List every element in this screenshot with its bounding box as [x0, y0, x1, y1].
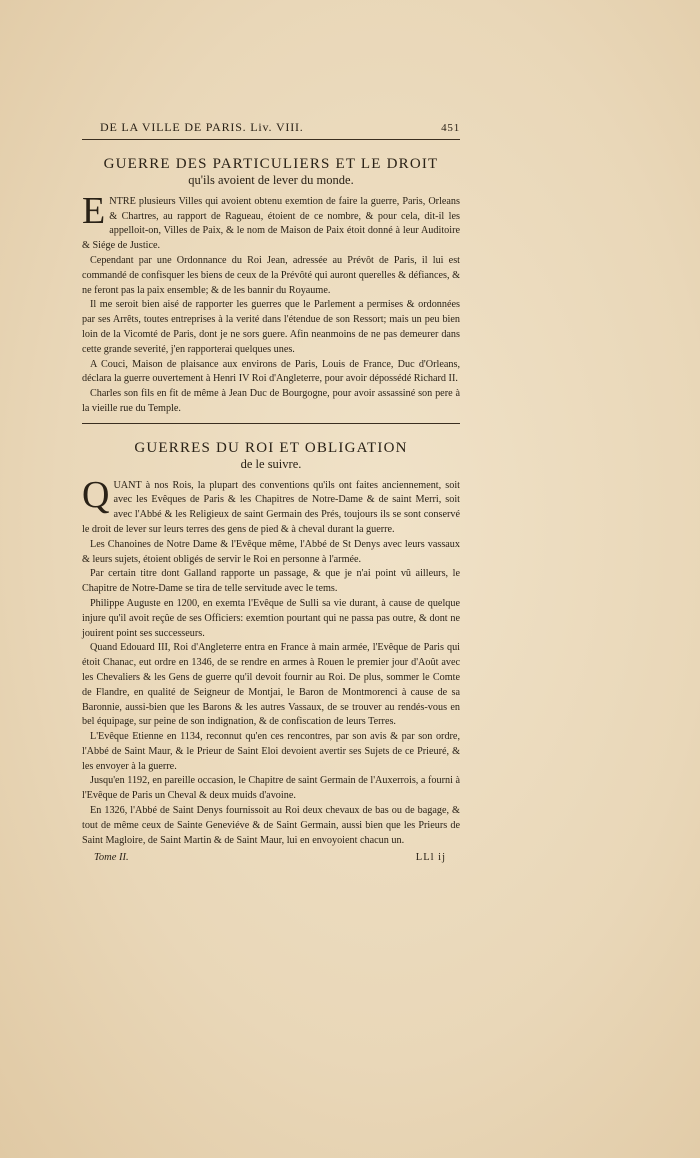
- section-2-title: [82, 440, 460, 471]
- section-divider: [82, 423, 460, 424]
- drop-cap-q: Q: [82, 473, 110, 516]
- section-1-paragraph-2: Cependant par une Ordonnance du Roi Jean, adressée au Prévôt de Paris, il lui est commandé de confisquer les biens de ceux de la Prévôté qui auront querelles & défiances, & ne feront pas la paix ensemble; & de les bannir du Royaume.: [82, 254, 460, 296]
- section-1-title: [82, 156, 460, 187]
- section-1-title-line-2: qu'ils avoient de lever du monde.: [188, 172, 354, 187]
- section-2-paragraph-7: Jusqu'en 1192, en pareille occasion, le Chapitre de saint Germain de l'Auxerrois, a fourni à l'Evêque de Paris un Cheval & deux muids d'avoine.: [82, 775, 460, 802]
- section-1-paragraph-3: Il me seroit bien aisé de rapporter les guerres que le Parlement a permises & ordonnées par ses Arrêts, toutes entreprises à la verité dans l'étendue de son Ressort; mais un peu bien loin de la Vicomté de Paris, dont je ne sors guere. Afin neanmoins de ne pas demeurer dans cette grande severité, j'en rapporterai quelques unes.: [82, 299, 460, 355]
- section-2-title-line-2: de le suivre.: [240, 456, 302, 471]
- section-2-paragraph-1: [82, 473, 460, 538]
- section-2-paragraph-5: Quand Edouard III, Roi d'Angleterre entra en France à main armée, l'Evêque de Paris qui étoit Chanac, eut ordre en 1346, de se rendre en armes à Rouen le premier jour d'Août avec les Chevaliers & les Gens de guerre qu'il devoit fournir au Roi. De plus, sommer le Comte de Flandre, en qualité de Seigneur de Montjai, le Baron de Montmorenci à cause de sa Baronnie, aussi-bien que les Barons & les autres Vassaux, de se trouver au rendés-vous en bel équipage, sur peine de son indignation, & de confiscation de leurs Terres.: [82, 642, 460, 728]
- running-head: [82, 120, 460, 140]
- section-1-paragraph-1: [82, 189, 460, 254]
- section-2-paragraph-4: Philippe Auguste en 1200, en exemta l'Evêque de Sulli sa vie durant, à cause de quelque injure qu'il avoit reçûe de ses Officiers: exemtion pourtant qui ne passa pas outre, & dont ne jouirent point ses successeurs.: [82, 597, 460, 639]
- volume-label: Tome II.: [94, 852, 129, 864]
- section-2-paragraph-6: L'Evêque Etienne en 1134, reconnut qu'en ces rencontres, par son avis & par son ordre, l'Abbé de Saint Maur, & le Prieur de Saint Eloi devoient avertir ses Sujets de ce Prieuré, & les envoyer à la guerre.: [82, 731, 460, 772]
- page-number: 451: [441, 122, 460, 134]
- section-2-paragraph-8: En 1326, l'Abbé de Saint Denys fournissoit au Roi deux chevaux de bas ou de bagage, & tout de même ceux de Sainte Geneviéve & de Saint Germain, aussi bien que les Prieurs de Saint Magloire, de Saint Martin & de Saint Maur, lui en envoyoient chacun un.: [82, 805, 460, 846]
- section-1-title-line-1: GUERRE DES PARTICULIERS ET LE DROIT: [103, 156, 439, 172]
- section-2-title-line-1: GUERRES DU ROI ET OBLIGATION: [134, 439, 408, 456]
- section-2-paragraph-2: Les Chanoines de Notre Dame & l'Evêque même, l'Abbé de St Denys avec leurs vassaux & leurs sujets, étoient obligés de servir le Roi en personne à l'armée.: [82, 538, 460, 565]
- paragraph-text: UANT à nos Rois, la plupart des conventions qu'ils ont faites anciennement, soit avec les Evêques de Paris & les Chapitres de Notre-Dame & de saint Merri, soit avec l'Abbé & les Religieux de saint Germain des Prés, toujours ils se sont conservé le droit de lever sur leurs terres des gens de pied & à cheval durant la guerre.: [82, 479, 460, 535]
- text-block: [82, 120, 460, 863]
- section-2-paragraph-3: Par certain titre dont Galland rapporte un passage, & que je n'ai point vû ailleurs, le Chapitre de Notre-Dame se tira de telle servitude avec le tems.: [82, 568, 460, 595]
- drop-cap-e: E: [82, 189, 106, 232]
- signature-mark: LLl ij: [415, 852, 446, 864]
- section-1-paragraph-4: A Couci, Maison de plaisance aux environs de Paris, Louis de France, Duc d'Orleans, déclara la guerre ouvertement à Henri IV Roi d'Angleterre, pour avoir dépossédé Richard II.: [82, 358, 460, 385]
- section-1-paragraph-5: Charles son fils en fit de même à Jean Duc de Bourgogne, pour avoir assassiné son pere à la vieille rue du Temple.: [82, 388, 460, 414]
- running-head-title: DE LA VILLE DE PARIS. Liv. VIII.: [100, 120, 304, 134]
- page-footer: [82, 852, 460, 863]
- paragraph-text: NTRE plusieurs Villes qui avoient obtenu exemtion de faire la guerre, Paris, Orleans & Chartres, au rapport de Ragueau, étoient de ce nombre, & pour cela, dit-il les appelloit-on, Villes de Paix, & le nom de Maison de Paix étoit donné à leur Auditoire & Siége de Justice.: [82, 195, 460, 252]
